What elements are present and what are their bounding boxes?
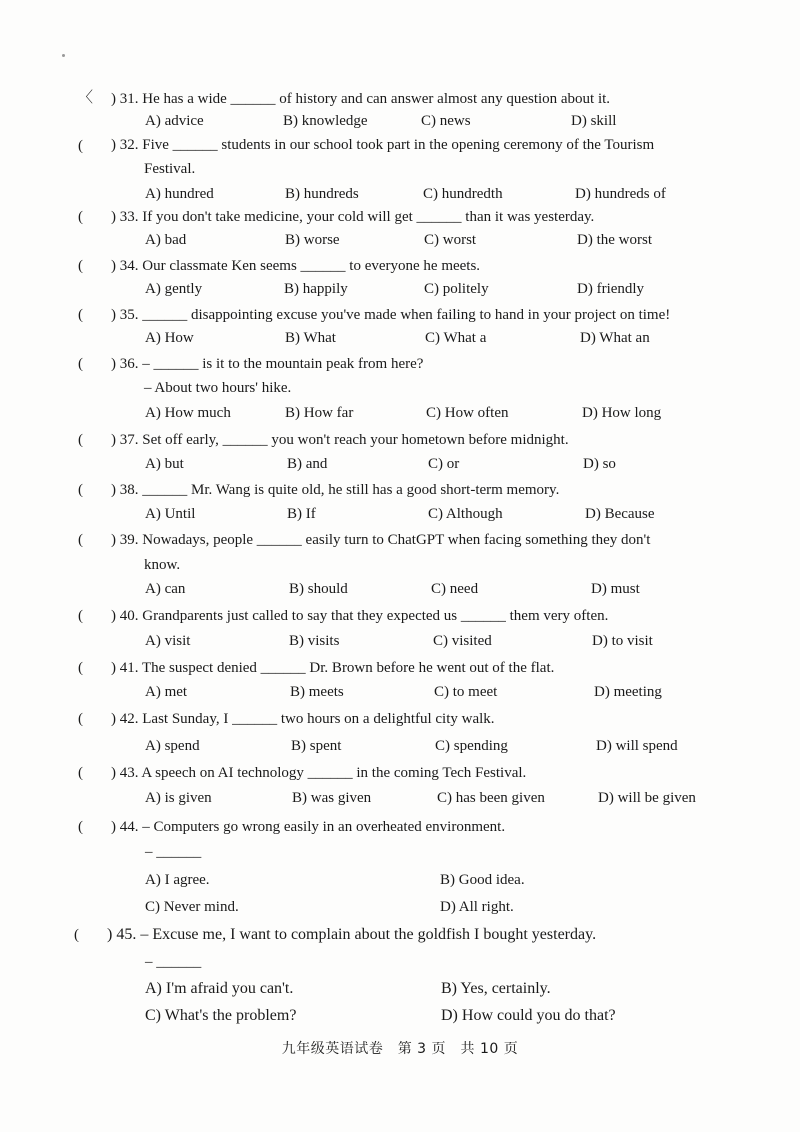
option-c: C) worst [424,232,477,248]
option-b: B) hundreds [285,186,359,202]
dialogue-reply-blank: – ______ [145,954,202,970]
answer-bracket[interactable]: ( [78,307,83,323]
answer-bracket[interactable]: ( [78,660,83,676]
option-a: A) hundred [145,186,214,202]
option-b: B) meets [290,684,344,700]
option-b: B) visits [289,633,340,649]
question-stem: ) 38. ______ Mr. Wang is quite old, he still has a good short-term memory. [111,482,560,498]
option-b: B) happily [284,281,348,297]
option-a: A) spend [145,738,200,754]
option-a: A) is given [145,790,212,806]
dialogue-reply-blank: – ______ [145,844,202,860]
option-b: B) What [285,330,336,346]
answer-bracket[interactable]: ( [78,209,83,225]
option-a: A) gently [145,281,203,297]
option-b: B) Yes, certainly. [441,980,551,997]
option-c: C) politely [424,281,489,297]
option-d: D) meeting [594,684,662,700]
option-d: D) the worst [577,232,652,248]
question-stem: ) 39. Nowadays, people ______ easily turn to ChatGPT when facing something they don't [111,532,651,548]
option-d: D) Because [585,506,655,522]
question-stem-continued: know. [144,557,181,573]
answer-bracket[interactable]: ( [78,532,83,548]
option-c: C) to meet [434,684,498,700]
answer-bracket[interactable]: ( [78,356,83,372]
question-stem: ) 33. If you don't take medicine, your cold will get ______ than it was yesterday. [111,209,595,225]
question-stem: ) 36. – ______ is it to the mountain peak from here? [111,356,424,372]
answer-bracket[interactable]: ( [78,138,83,154]
option-d: D) skill [571,113,617,129]
option-d: D) What an [580,330,650,346]
option-a: A) advice [145,113,204,129]
option-c: C) hundredth [423,186,503,202]
option-a: A) Until [145,506,196,522]
option-a: A) How [145,330,194,346]
question-stem: ) 41. The suspect denied ______ Dr. Brown before he went out of the flat. [111,660,555,676]
option-a: A) met [145,684,188,700]
option-a: A) can [145,581,186,597]
option-b: B) was given [292,790,372,806]
option-b: B) If [287,506,316,522]
question-stem: ) 40. Grandparents just called to say that they expected us ______ them very often. [111,608,609,624]
question-stem: ) 35. ______ disappointing excuse you've made when failing to hand in your project on time! [111,307,671,323]
answer-bracket[interactable]: ( [78,258,83,274]
option-b: B) worse [285,232,340,248]
answer-bracket[interactable]: ( [78,432,83,448]
question-stem-continued: Festival. [144,161,196,177]
answer-bracket[interactable]: 〈 [78,90,94,106]
page-footer: 九年级英语试卷 第 3 页 共 10 页 [281,1041,519,1057]
option-d: D) How long [582,405,662,421]
option-b: B) knowledge [283,113,368,129]
option-d: D) to visit [592,633,653,649]
option-b: B) and [287,456,328,472]
question-stem: ) 44. – Computers go wrong easily in an overheated environment. [111,819,506,835]
answer-bracket[interactable]: ( [78,711,83,727]
dialogue-reply: – About two hours' hike. [144,380,292,396]
option-d: D) All right. [440,899,514,915]
question-stem: ) 43. A speech on AI technology ______ in the coming Tech Festival. [111,765,527,781]
scan-speck [62,54,65,57]
option-a: A) How much [145,405,231,421]
question-stem: ) 31. He has a wide ______ of history and can answer almost any question about it. [111,91,611,107]
option-d: D) friendly [577,281,645,297]
option-d: D) so [583,456,616,472]
answer-bracket[interactable]: ( [74,927,79,943]
option-a: A) visit [145,633,191,649]
option-c: C) or [428,456,460,472]
question-stem: ) 45. – Excuse me, I want to complain about the goldfish I bought yesterday. [107,926,597,943]
option-a: A) I agree. [145,872,210,888]
question-stem: ) 37. Set off early, ______ you won't reach your hometown before midnight. [111,432,569,448]
option-c: C) news [421,113,471,129]
option-b: B) How far [285,405,354,421]
option-b: B) should [289,581,348,597]
option-c: C) What's the problem? [145,1007,297,1024]
option-a: A) but [145,456,184,472]
option-d: D) hundreds of [575,186,666,202]
question-stem: ) 42. Last Sunday, I ______ two hours on a delightful city walk. [111,711,495,727]
answer-bracket[interactable]: ( [78,482,83,498]
option-a: A) bad [145,232,187,248]
option-c: C) Although [428,506,503,522]
option-c: C) spending [435,738,508,754]
option-c: C) visited [433,633,492,649]
answer-bracket[interactable]: ( [78,608,83,624]
option-c: C) Never mind. [145,899,239,915]
option-d: D) will spend [596,738,678,754]
option-d: D) must [591,581,640,597]
option-c: C) need [431,581,479,597]
option-a: A) I'm afraid you can't. [145,980,294,997]
answer-bracket[interactable]: ( [78,765,83,781]
option-b: B) spent [291,738,342,754]
option-c: C) What a [425,330,487,346]
option-d: D) How could you do that? [441,1007,616,1024]
option-b: B) Good idea. [440,872,525,888]
question-stem: ) 34. Our classmate Ken seems ______ to everyone he meets. [111,258,481,274]
option-d: D) will be given [598,790,696,806]
question-stem: ) 32. Five ______ students in our school took part in the opening ceremony of the Tourism [111,137,655,153]
answer-bracket[interactable]: ( [78,819,83,835]
option-c: C) has been given [437,790,545,806]
option-c: C) How often [426,405,509,421]
